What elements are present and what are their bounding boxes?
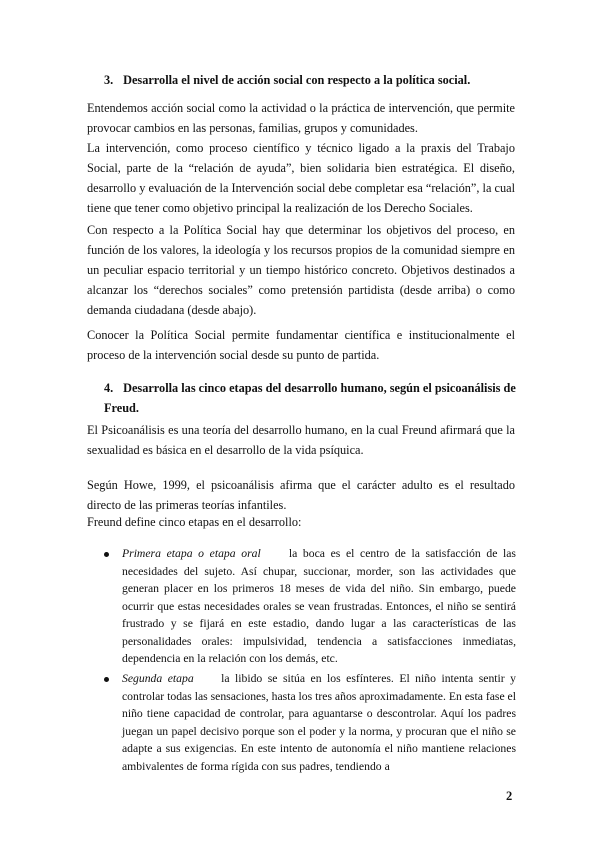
section-3-title: Desarrolla el nivel de acción social con respecto a la política social. [123, 73, 471, 87]
stage-description: la boca es el centro de la satisfacción de las necesidades del sujeto. Así chupar, succionar, morder, son las actividades que generan placer en los primeros 18 meses de vida del niño. Sin embargo, puede ocurrir que estas necesidades orales se vean frustradas. Entonces, el niño se sentirá frustrado y se fijará en este estadio, dando lugar a las características de las personalidades orales: impulsividad, tendencia a satisfacciones inmediatas, dependencia en la relación con los demás, etc. [122, 547, 516, 665]
stage-list-item [104, 545, 516, 668]
section-4-title: Desarrolla las cinco etapas del desarrollo humano, según el psicoanálisis de Freud. [104, 381, 516, 415]
stage-description: la libido se sitúa en los esfínteres. El niño intenta sentir y controlar todas las sensaciones, hasta los tres años aproximadamente. En esta fase el niño tiene capacidad de controlar, para aguantarse o descontrolar. Aquí los padres juegan un papel decisivo porque son el poder y la norma, y procuran que el niño se adapte a sus exigencias. En este intento de autonomía el niño mantiene relaciones ambivalentes de forma rígida con sus padres, tendiendo a [122, 672, 517, 773]
section-3-paragraph-4: Conocer la Política Social permite fundamentar científica e institucionalmente el proceso de la intervención social desde su punto de partida. [87, 328, 515, 362]
bullet-icon [104, 677, 109, 682]
section-4-paragraph-2: Según Howe, 1999, el psicoanálisis afirma que el carácter adulto es el resultado directo de las primeras teorías infantiles. [87, 478, 515, 512]
stage-text [122, 545, 516, 668]
stage-name: Primera etapa o etapa oral [122, 547, 261, 560]
stage-name: Segunda etapa [122, 672, 194, 685]
section-3-paragraph-2: La intervención, como proceso científico y técnico ligado a la praxis del Trabajo Social, parte de la “relación de ayuda”, bien solidaria bien estratégica. El diseño, desarrollo y evaluación de la Intervención social debe completar esa “relación”, la cual tiene que tener como objetivo principal la realización de los Derecho Sociales. [87, 141, 515, 215]
section-3-paragraph-1: Entendemos acción social como la actividad o la práctica de intervención, que permite provocar cambios en las personas, familias, grupos y comunidades. [87, 101, 515, 135]
section-3-heading [104, 70, 516, 90]
stage-text [122, 670, 516, 775]
section-4-paragraph-1: El Psicoanálisis es una teoría del desarrollo humano, en la cual Freund afirmará que la sexualidad es básica en el desarrollo de la vida psíquica. [87, 423, 515, 457]
section-3-paragraph-3: Con respecto a la Política Social hay que determinar los objetivos del proceso, en función de los valores, la ideología y los recursos propios de la comunidad siempre en un peculiar espacio territorial y un tiempo histórico concreto. Objetivos destinados a alcanzar los “derechos sociales” como pretensión partidista (desde arriba) o como demanda ciudadana (desde abajo). [87, 223, 515, 317]
section-4-heading [104, 378, 516, 418]
page-number: 2 [506, 789, 513, 803]
stage-list-item [104, 670, 516, 775]
section-3-number: 3. [104, 73, 114, 87]
section-4-paragraph-3: Freund define cinco etapas en el desarrollo: [87, 515, 302, 529]
section-4-number: 4. [104, 381, 114, 395]
bullet-icon [104, 552, 109, 557]
